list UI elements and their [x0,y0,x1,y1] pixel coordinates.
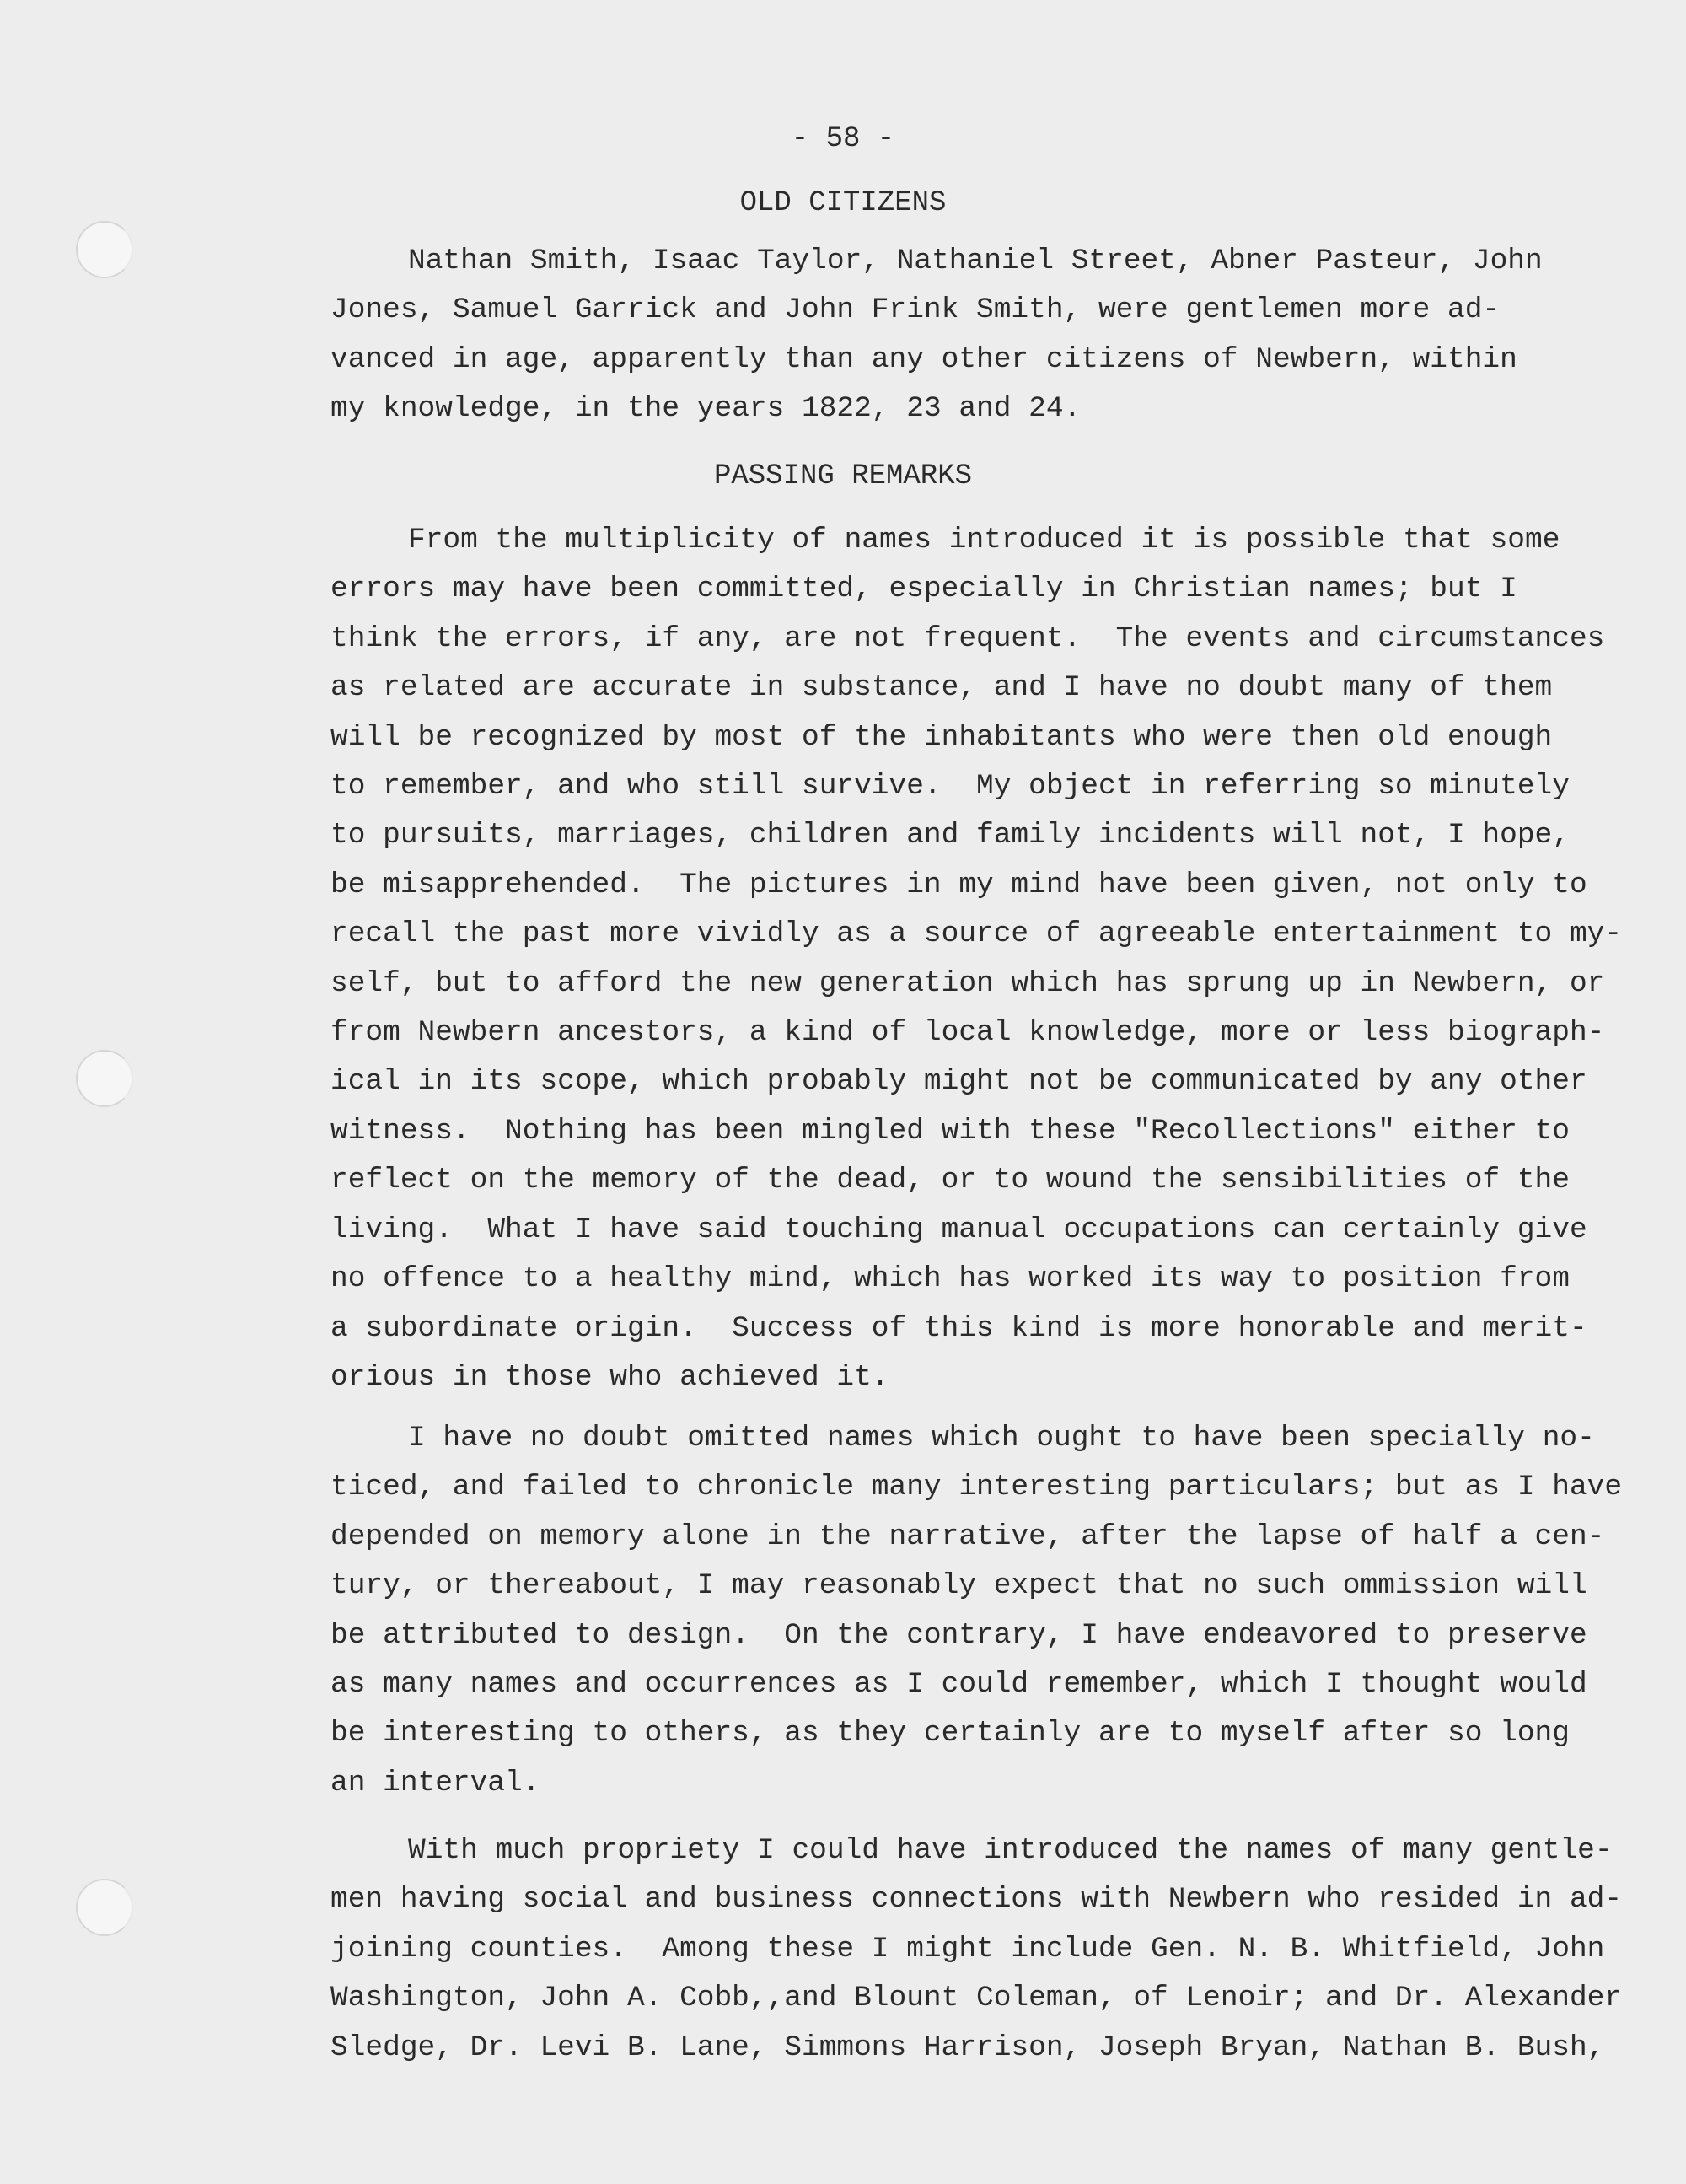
text-line: self, but to afford the new generation which has sprung up in Newbern, or [330,966,1605,1000]
text-line: Sledge, Dr. Levi B. Lane, Simmons Harrison, Joseph Bryan, Nathan B. Bush, [330,2031,1605,2064]
text-line: Nathan Smith, Isaac Taylor, Nathaniel Street, Abner Pasteur, John [408,245,1543,277]
text-line: ticed, and failed to chronicle many interesting particulars; but as I have [330,1471,1623,1504]
text-line: recall the past more vividly as a source of agreeable entertainment to my- [330,917,1623,951]
text-line: ical in its scope, which probably might not be communicated by any other [330,1065,1587,1099]
text-line: living. What I have said touching manual occupations can certainly give [330,1213,1587,1246]
text-line: be misapprehended. The pictures in my mind have been given, not only to [330,868,1587,901]
section-heading-old-citizens: OLD CITIZENS [739,187,947,219]
binder-hole [76,1050,133,1107]
text-line: an interval. [330,1766,540,1799]
text-line: think the errors, if any, are not frequent. The events and circumstances [330,621,1605,655]
text-line: witness. Nothing has been mingled with these "Recollections" either to [330,1114,1570,1148]
text-line: reflect on the memory of the dead, or to wound the sensibilities of the [330,1164,1570,1197]
text-line: Jones, Samuel Garrick and John Frink Smith, were gentlemen more ad- [330,293,1501,327]
text-line: as many names and occurrences as I could remember, which I thought would [330,1668,1587,1702]
text-line: to pursuits, marriages, children and family incidents will not, I hope, [330,819,1570,853]
text-line: my knowledge, in the years 1822, 23 and 24. [330,392,1082,426]
section-heading-passing-remarks: PASSING REMARKS [713,460,973,492]
text-line: orious in those who achieved it. [330,1360,889,1394]
text-line: men having social and business connections with Newbern who resided in ad- [330,1883,1623,1917]
text-line: from Newbern ancestors, a kind of local knowledge, more or less biograph- [330,1016,1605,1050]
binder-hole [76,221,133,278]
text-line: as related are accurate in substance, and I have no doubt many of them [330,671,1553,705]
page-number: - 58 - [791,123,895,155]
text-line: errors may have been committed, especially in Christian names; but I [330,573,1517,606]
text-line: will be recognized by most of the inhabitants who were then old enough [330,720,1553,754]
text-line: From the multiplicity of names introduced it is possible that some [408,524,1560,557]
paragraph [330,1414,1646,1808]
text-line: With much propriety I could have introduced the names of many gentle- [408,1834,1613,1867]
text-line: depended on memory alone in the narrative, after the lapse of half a cen- [330,1520,1605,1553]
text-line: Washington, John A. Cobb,,and Blount Coleman, of Lenoir; and Dr. Alexander [330,1982,1623,2015]
paragraph [330,1826,1646,2073]
text-line: vanced in age, apparently than any other citizens of Newbern, within [330,342,1517,376]
text-line: I have no doubt omitted names which ought to have been specially no- [408,1422,1595,1455]
text-line: no offence to a healthy mind, which has worked its way to position from [330,1262,1570,1296]
text-line: to remember, and who still survive. My object in referring so minutely [330,770,1570,804]
text-line: be interesting to others, as they certainly are to myself after so long [330,1717,1570,1751]
text-line: tury, or thereabout, I may reasonably expect that no such ommission will [330,1569,1587,1603]
paragraph [330,516,1646,1402]
text-line: be attributed to design. On the contrary, I have endeavored to preserve [330,1618,1587,1652]
binder-hole [76,1879,133,1936]
paragraph [330,237,1646,434]
text-line: a subordinate origin. Success of this kind is more honorable and merit- [330,1311,1587,1345]
text-line: joining counties. Among these I might include Gen. N. B. Whitfield, John [330,1932,1605,1966]
